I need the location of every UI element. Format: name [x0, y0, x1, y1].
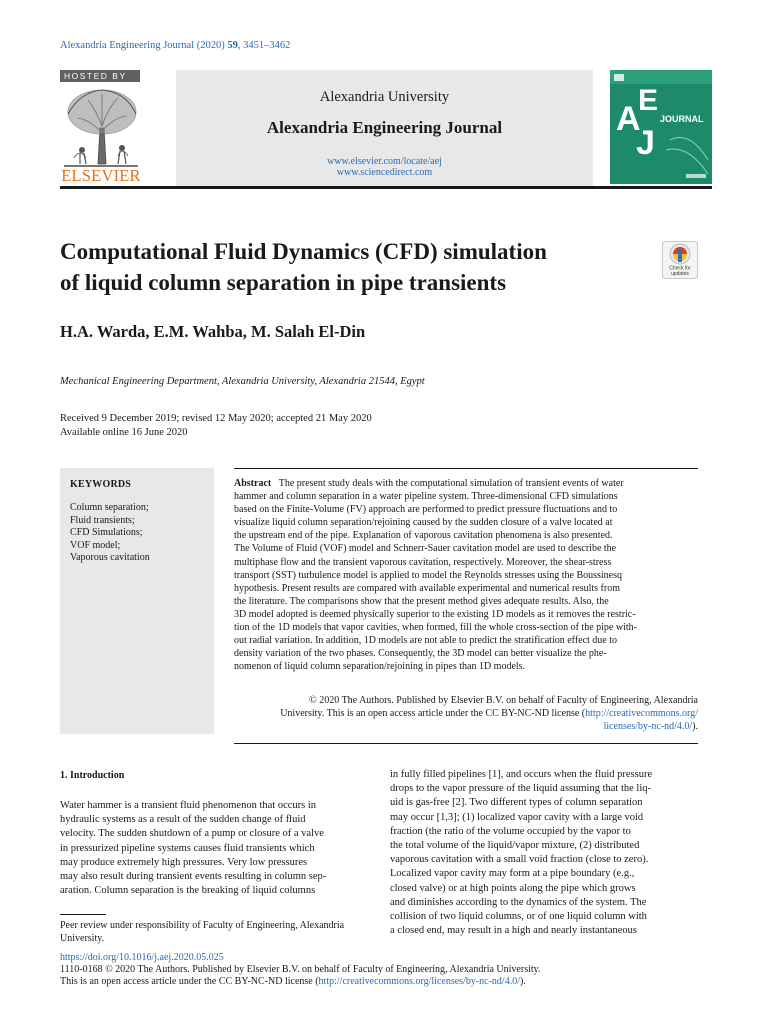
- body-line: and diminishes according to the dynamics of the system. The: [390, 896, 647, 908]
- svg-text:A: A: [616, 100, 641, 138]
- abstract-line: visualize liquid column separation/rejoining caused by the sudden closure of a valve located at: [234, 517, 613, 529]
- license-link-cont[interactable]: licenses/by-nc-nd/4.0/: [603, 721, 693, 733]
- doi-link[interactable]: https://doi.org/10.1016/j.aej.2020.05.025: [60, 952, 224, 963]
- keyword-item: Fluid transients;: [70, 514, 135, 526]
- body-line: closed valve) or at high points along the pipe which grows: [390, 882, 636, 894]
- keyword-item: VOF model;: [70, 539, 121, 551]
- body-line: Localized vapor cavity may form at a pipe boundary (e.g.,: [390, 868, 635, 880]
- svg-text:J: J: [636, 124, 655, 162]
- license-link[interactable]: http://creativecommons.org/: [585, 708, 698, 720]
- masthead: [60, 70, 712, 186]
- issn-line: 1110-0168 © 2020 The Authors. Published by Elsevier B.V. on behalf of Faculty of Engineering, Alexandria University.: [60, 964, 541, 975]
- body-line: collision of two liquid columns, or of one liquid column with: [390, 911, 647, 923]
- elsevier-url-link[interactable]: www.elsevier.com/locate/aej: [327, 156, 442, 167]
- body-line: in fully filled pipelines [1], and occurs when the fluid pressure: [390, 769, 653, 780]
- abstract-top-rule: [234, 468, 698, 469]
- hosted-by-label: HOSTED BY: [60, 70, 140, 82]
- body-line: in pressurized pipeline systems causes fluid transients which: [60, 842, 315, 854]
- keywords-heading: KEYWORDS: [70, 479, 132, 490]
- abstract-line: based on the Finite-Volume (FV) approach are performed to predict pressure fluctuations and to: [234, 504, 618, 516]
- keyword-item: CFD Simulations;: [70, 527, 143, 539]
- article-dates: [60, 412, 372, 439]
- peer-review-line-1: Peer review under responsibility of Faculty of Engineering, Alexandria: [60, 920, 345, 931]
- body-line: Water hammer is a transient fluid phenomenon that occurs in: [60, 800, 317, 811]
- abstract-line: 3D model adopted is deemed physically superior to the existing 1D models as it removes the restric-: [234, 608, 636, 620]
- title-line-2: of liquid column separation in pipe transients: [60, 270, 507, 295]
- abstract-line: the upstream end of the pipe. Explanation of vaporous cavitation phenomena is also presented.: [234, 530, 613, 542]
- body-line: the total volume of the liquid/vapor mixture, (2) distributed: [390, 840, 640, 852]
- crossmark-label-2: updates: [671, 271, 689, 277]
- abstract-line: Abstract The present study deals with the computational simulation of transient events of water: [234, 478, 624, 489]
- body-line: fraction (the ratio of the volume occupied by the vapor to: [390, 825, 631, 837]
- sciencedirect-url-link[interactable]: www.sciencedirect.com: [336, 167, 433, 178]
- abstract-line: density variation of the two phases. Consequently, the 3D model can better visualize the phe-: [234, 648, 607, 660]
- body-line: velocity. The sudden shutdown of a pump or closure of a valve: [60, 828, 324, 840]
- abstract-line: the literature. The comparisons show that the present method gives adequate results. Also, the: [234, 595, 609, 607]
- title-line-1: Computational Fluid Dynamics (CFD) simulation: [60, 239, 547, 264]
- abstract-line: The Volume of Fluid (VOF) model and Schnerr-Sauer cavitation model are used to describe the: [234, 543, 617, 555]
- journal-info-box: [176, 70, 593, 186]
- volume-number: 59: [227, 40, 238, 51]
- abstract-line: hammer and column separation in a water pipeline system. Three-dimensional CFD simulations: [234, 491, 618, 503]
- journal-citation: Alexandria Engineering Journal (2020): [60, 40, 225, 51]
- abstract-line: multiphase flow and the transient vaporous cavitation, respectively. Moreover, the shear-stress: [234, 556, 612, 568]
- abstract-line: nomenon of liquid column separation/rejoining in pipes than 1D models.: [234, 661, 526, 673]
- university-name: Alexandria University: [319, 89, 450, 105]
- page-footer: [60, 952, 712, 988]
- journal-cover-thumbnail[interactable]: [610, 70, 712, 184]
- masthead-rule: [60, 186, 712, 189]
- copyright-line-1: © 2020 The Authors. Published by Elsevier B.V. on behalf of Faculty of Engineering, Alexandria: [309, 695, 698, 706]
- keywords-box: [60, 468, 214, 734]
- check-for-updates-icon[interactable]: [662, 241, 698, 279]
- section-heading: 1. Introduction: [60, 770, 125, 781]
- received-dates: Received 9 December 2019; revised 12 May 2020; accepted 21 May 2020: [60, 413, 372, 424]
- body-line: may occur [1,3]; (1) localized vapor cavity with a large void: [390, 811, 644, 823]
- affiliation: Mechanical Engineering Department, Alexandria University, Alexandria 21544, Egypt: [60, 376, 425, 387]
- elsevier-wordmark: ELSEVIER: [61, 166, 141, 185]
- abstract-line: transport (SST) turbulence model is applied to model the Reynolds stresses using the Boussinesq: [234, 569, 623, 581]
- copyright-line-3: licenses/by-nc-nd/4.0/).: [603, 721, 698, 733]
- crossmark-label-1: Check for: [669, 265, 691, 272]
- abstract-copyright: [234, 694, 698, 733]
- keyword-item: Column separation;: [70, 502, 149, 514]
- copyright-line-2: University. This is an open access article under the CC BY-NC-ND license (http://creativecommons.org/: [280, 708, 698, 720]
- keyword-item: Vaporous cavitation: [70, 552, 150, 564]
- journal-name: Alexandria Engineering Journal: [266, 118, 503, 137]
- author-list: H.A. Warda, E.M. Wahba, M. Salah El-Din: [60, 322, 366, 341]
- abstract-bottom-rule: [234, 743, 698, 744]
- abstract-line: hypothesis. Present results are compared with available experimental and numerical results from: [234, 582, 620, 594]
- body-line: aration. Column separation is the breaking of liquid columns: [60, 885, 316, 897]
- available-online-date: Available online 16 June 2020: [60, 426, 188, 438]
- body-line: drops to the vapor pressure of the liquid assuming that the liq-: [390, 783, 651, 795]
- journal-urls: [176, 156, 593, 178]
- peer-review-line-2: University.: [60, 932, 105, 944]
- abstract-line: tion of the 1D models that vapor cavities, when formed, fill the whole cross-section of the pipe with-: [234, 622, 637, 634]
- body-column-left: [60, 799, 368, 898]
- body-line: hydraulic systems as a result of the sudden change of fluid: [60, 814, 306, 826]
- running-head[interactable]: [60, 40, 290, 51]
- footer-license-link[interactable]: http://creativecommons.org/licenses/by-nc-nd/4.0/: [318, 976, 520, 987]
- svg-text:JOURNAL: JOURNAL: [660, 114, 704, 124]
- body-line: a closed end, may result in a high and nearly instantaneous: [390, 925, 637, 937]
- license-line: This is an open access article under the CC BY-NC-ND license (http://creativecommons.org/licenses/by-nc-nd/4.0/).: [60, 976, 526, 987]
- footnote-rule: [60, 914, 106, 915]
- body-line: may also result during transient events resulting in column sep-: [60, 871, 327, 883]
- svg-text:E: E: [638, 84, 659, 117]
- peer-review-note: [60, 920, 368, 945]
- body-line: uid is gas-free [2]. Two different types of column separation: [390, 797, 643, 809]
- page-range: , 3451–3462: [237, 40, 291, 51]
- body-column-right: [390, 768, 698, 938]
- body-line: vaporous cavitation with a small void fraction (close to zero).: [390, 854, 649, 866]
- abstract-line: out radial variation. In addition, 1D models are not able to predict the stratification effect due to: [234, 635, 618, 647]
- article-title: [60, 236, 640, 298]
- abstract-body: [234, 477, 698, 673]
- body-line: may produce extremely high pressures. Very low pressures: [60, 856, 308, 868]
- abstract-label: Abstract: [234, 478, 272, 489]
